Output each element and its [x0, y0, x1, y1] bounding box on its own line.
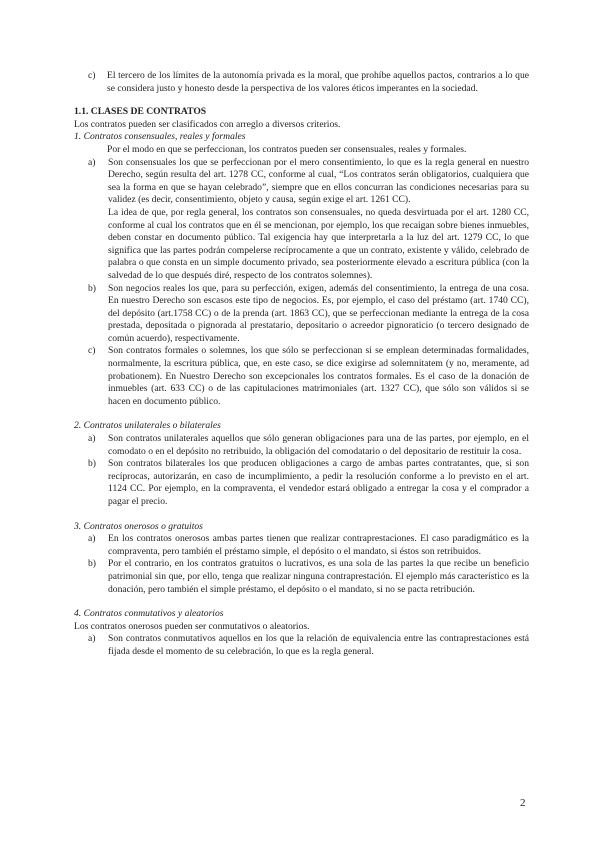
paragraph: Son consensuales los que se perfeccionan por el mero consentimiento, lo que es la regla general en nuestro Derecho, según resulta del art. 1278 CC, conforme al cual, “Los contratos serán obligatorios, cualquiera que sea la forma en que se hayan celebrado”, siempre que en ellos concurran las condiciones necesarias para su validez (es decir, consentimiento, objeto y causa, según exige el art. 1261 CC). — [108, 156, 529, 206]
list-item — [74, 558, 529, 596]
paragraph: La idea de que, por regla general, los contratos son consensuales, no queda desvirtuada por el art. 1280 CC, conforme al cual los contratos que en él se mencionan, por ejemplo, los que recaigan sobre bienes inmuebles, deben constar en documento público. Tal exigencia hay que interpretarla a la luz del art. 1279 CC, lo que significa que las partes podrán compelerse recíprocamente a que un contrato, existente y válido, celebrado de palabra o que consta en un simple documento privado, sea posteriormente elevado a escritura pública (con la salvedad de lo que después diré, respecto de los contratos solemnes). — [108, 206, 529, 281]
list-marker: a) — [88, 633, 96, 645]
paragraph: Son contratos conmutativos aquellos en los que la relación de equivalencia entre las contraprestaciones está fijada desde el momento de su celebración, lo que es la regla general. — [108, 633, 529, 657]
classification-group — [74, 521, 529, 597]
list-marker: a) — [88, 433, 96, 445]
list-item — [74, 157, 529, 283]
paragraph: En los contratos onerosos ambas partes tienen que realizar contraprestaciones. El caso paradigmático es la compraventa, pero también el préstamo simple, el depósito o el mandato, si éstos son retribuidos. — [108, 533, 529, 557]
paragraph: Por el contrario, en los contratos gratuitos o lucrativos, es una sola de las partes la que recibe un beneficio patrimonial sin que, por ello, tenga que realizar ninguna contraprestación. El ejemplo más característico es la donación, pero también el simple préstamo, el depósito o el mandato, si no se pacta retribución. — [108, 558, 529, 595]
list-item — [74, 345, 529, 408]
group-title: 4. Contratos conmutativos y aleatorios — [74, 608, 224, 620]
paragraph: Son negocios reales los que, para su perfección, exigen, además del consentimiento, la entrega de una cosa. En nuestro Derecho son escasos este tipo de negocios. Es, por ejemplo, el caso del préstamo (art. 1740 CC), del depósito (art.1758 CC) o de la prenda (art. 1863 CC), que se perfeccionan mediante la entrega de la cosa prestada, depositada o pignorada al prestatario, depositario o acreedor pignoraticio (o tercero designado de común acuerdo), respectivamente. — [108, 282, 529, 344]
group-title: 2. Contratos unilaterales o bilaterales — [74, 420, 221, 432]
paragraph: Son contratos bilaterales los que producen obligaciones a cargo de ambas partes contratantes, que, si son recíprocas, autorizarán, en caso de incumplimiento, a pedir la resolución conforme a lo previsto en el art. 1124 CC. Por ejemplo, en la compraventa, el vendedor estará obligado a entregar la cosa y el comprador a pagar el precio. — [108, 458, 529, 507]
list-marker: b) — [88, 558, 96, 570]
group-lead: Por el modo en que se perfeccionan, los contratos pueden ser consensuales, reales y formales. — [107, 143, 467, 155]
list-item — [74, 458, 529, 508]
classification-group — [74, 131, 529, 408]
section-heading: 1.1. CLASES DE CONTRATOS — [74, 106, 207, 118]
list-marker: b) — [88, 282, 96, 294]
list-marker: b) — [88, 458, 96, 470]
list-item — [74, 533, 529, 558]
list-item — [74, 433, 529, 458]
group-title: 3. Contratos onerosos o gratuitos — [74, 520, 203, 532]
group-title: 1. Contratos consensuales, reales y formales — [74, 131, 246, 143]
section-intro: Los contratos pueden ser clasificados con arreglo a diversos criterios. — [74, 118, 341, 130]
page-content — [74, 70, 529, 659]
paragraph: Son contratos unilaterales aquellos que sólo generan obligaciones para una de las partes, por ejemplo, en el comodato o en el depósito no retribuido, la obligación del comodatario o del depositario de restituir la cosa. — [108, 433, 529, 457]
group-intro: Los contratos onerosos pueden ser conmutativos o aleatorios. — [74, 620, 310, 632]
paragraph: Son contratos formales o solemnes, los que sólo se perfeccionan si se emplean determinadas formalidades, normalmente, la escritura pública, que, en este caso, se dice exigirse ad solemnitatem (y no, meramente, ad probationem). En Nuestro Derecho son excepcionales los contratos formales. Es el caso de la donación de inmuebles (art. 633 CC) o de las capitulaciones matrimoniales (art. 1327 CC), que sólo son válidos si se hacen en documento público. — [108, 345, 529, 407]
classification-group — [74, 608, 529, 658]
list-item — [74, 283, 529, 346]
list-marker: a) — [88, 156, 96, 168]
list-marker: a) — [88, 533, 96, 545]
list-item — [74, 70, 529, 95]
list-item-text: El tercero de los límites de la autonomía privada es la moral, que prohíbe aquellos pactos, contrarios a lo que se considera justo y honesto desde la perspectiva de los valores éticos imperantes en la sociedad. — [107, 70, 529, 94]
list-item — [74, 633, 529, 658]
list-marker: c) — [88, 70, 96, 81]
page-number: 2 — [520, 797, 526, 809]
list-marker: c) — [88, 345, 96, 357]
classification-group — [74, 420, 529, 508]
